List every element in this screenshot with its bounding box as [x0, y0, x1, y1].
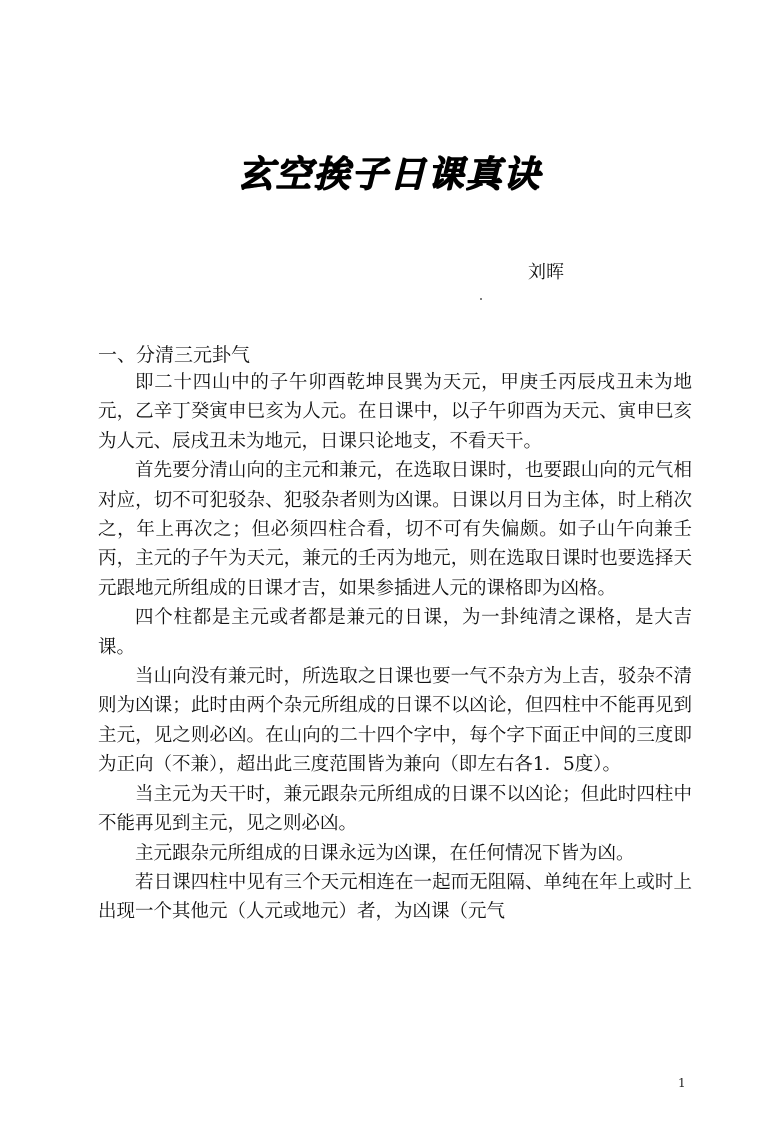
paragraph: 当主元为天干时，兼元跟杂元所组成的日课不以凶论；但此时四柱中不能再见到主元，见之则必凶。	[98, 783, 692, 835]
paragraph: 主元跟杂元所组成的日课永远为凶课，在任何情况下皆为凶。	[135, 842, 635, 864]
paragraph: 当山向没有兼元时，所选取之日课也要一气不杂方为上吉，驳杂不清则为凶课；此时由两个杂元所组成的日课不以凶论，但四柱中不能再见到主元，见之则必凶。在山向的二十四个字中，每个字下面正中间的三度即为正向（不兼），超出此三度范围皆为兼向（即左右各1．5度）。	[98, 666, 692, 776]
author-name: 刘晖	[528, 262, 564, 283]
paragraph: 四个柱都是主元或者都是兼元的日课，为一卦纯清之课格，是大吉课。	[98, 607, 692, 658]
page-number: 1	[678, 1076, 686, 1090]
scan-speck	[480, 298, 482, 300]
body-text	[98, 368, 692, 927]
paragraph: 即二十四山中的子午卯酉乾坤艮巽为天元，甲庚壬丙辰戌丑未为地元，乙辛丁癸寅申巳亥为人元。在日课中，以子午卯酉为天元、寅申巳亥为人元、辰戌丑未为地元，日课只论地支，不看天干。	[98, 372, 692, 452]
paragraph: 若日课四柱中见有三个天元相连在一起而无阻隔、单纯在年上或时上出现一个其他元（人元或地元）者，为凶课（元气	[98, 871, 692, 923]
document-title: 玄空挨子日课真诀	[236, 154, 541, 195]
paragraph: 首先要分清山向的主元和兼元，在选取日课时，也要跟山向的元气相对应，切不可犯驳杂、犯驳杂者则为凶课。日课以月日为主体，时上稍次之，年上再次之；但必须四柱合看，切不可有失偏颇。如子山午向兼壬丙，主元的子午为天元，兼元的壬丙为地元，则在选取日课时也要选择天元跟地元所组成的日课才吉，如果参插进人元的课格即为凶格。	[98, 460, 692, 599]
section-heading: 一、分清三元卦气	[98, 344, 251, 366]
